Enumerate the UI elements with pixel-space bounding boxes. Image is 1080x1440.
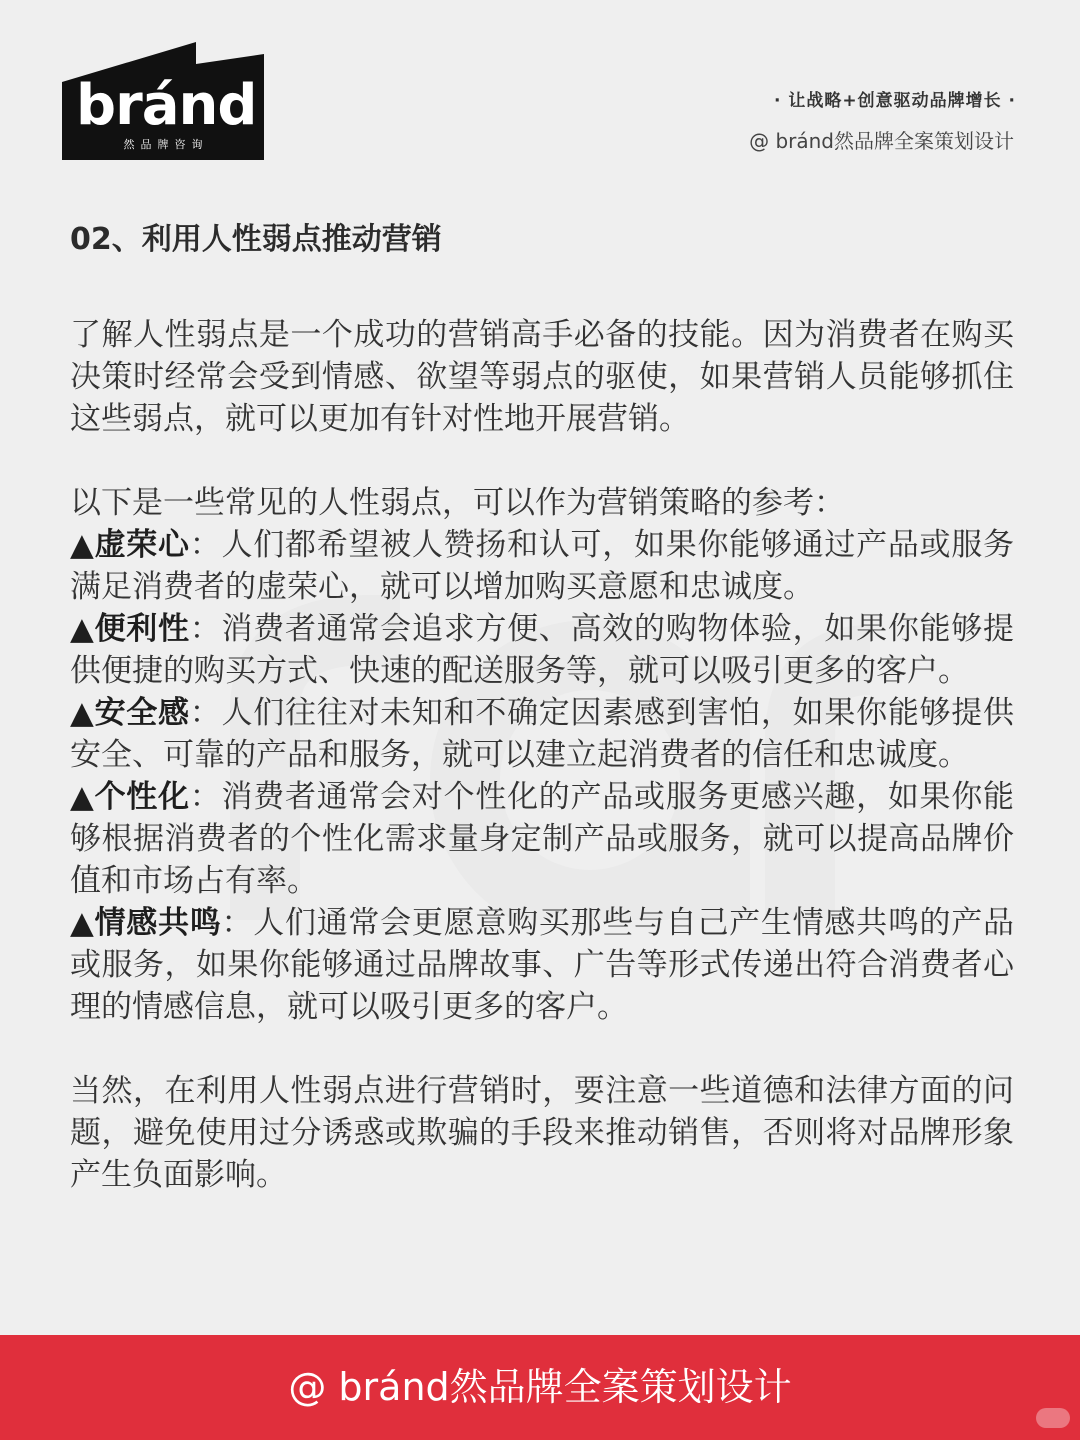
corner-badge-icon [1036,1408,1070,1428]
header-handle: @ bránd然品牌全案策划设计 [749,129,1014,153]
intro-paragraph: 了解人性弱点是一个成功的营销高手必备的技能。因为消费者在购买决策时经常会受到情感、欲望等弱点的驱使，如果营销人员能够抓住这些弱点，就可以更加有针对性地开展营销。 [70,317,1014,437]
paragraph-spacer [70,440,1014,482]
section-title: 02、利用人性弱点推动营销 [70,222,442,257]
footer-banner [0,1335,1080,1440]
triangle-icon: ▲ [70,527,95,563]
list-item-empathy [70,902,1014,1028]
brand-logo [62,42,264,160]
list-item-term: 安全感 [94,695,190,731]
list-item-term: 个性化 [94,779,190,815]
list-item-text: ：人们通常会更愿意购买那些与自己产生情感共鸣的产品或服务，如果你能够通过品牌故事、广告等形式传递出符合消费者心理的情感信息，就可以吸引更多的客户。 [70,905,1015,1025]
list-item-term: 虚荣心 [94,527,190,563]
conclusion-paragraph: 当然，在利用人性弱点进行营销时，要注意一些道德和法律方面的问题，避免使用过分诱惑或欺骗的手段来推动销售，否则将对品牌形象产生负面影响。 [70,1073,1014,1193]
article-body [70,218,1014,1196]
footer-handle: @ bránd然品牌全案策划设计 [288,1365,792,1409]
list-item-term: 便利性 [94,611,190,647]
triangle-icon: ▲ [70,695,95,731]
list-item-vanity [70,524,1014,608]
list-item-security [70,692,1014,776]
header-slogan: · 让战略+创意驱动品牌增长 · [774,91,1016,111]
paragraph-spacer [70,1028,1014,1070]
list-item-text: ：消费者通常会对个性化的产品或服务更感兴趣，如果你能够根据消费者的个性化需求量身定制产品或服务，就可以提高品牌价值和市场占有率。 [70,779,1015,899]
list-item-text: ：人们都希望被人赞扬和认可，如果你能够通过产品或服务满足消费者的虚荣心，就可以增加购买意愿和忠诚度。 [70,527,1015,605]
triangle-icon: ▲ [70,779,95,815]
list-item-text: ：人们往往对未知和不确定因素感到害怕，如果你能够提供安全、可靠的产品和服务，就可以建立起消费者的信任和忠诚度。 [70,695,1015,773]
logo-subtitle: 然品牌咨询 [123,138,209,151]
logo-wordmark: bránd [76,73,257,138]
triangle-icon: ▲ [70,611,95,647]
list-item-convenience [70,608,1014,692]
list-lead: 以下是一些常见的人性弱点，可以作为营销策略的参考： [70,485,845,521]
triangle-icon: ▲ [70,905,95,941]
list-item-personalization [70,776,1014,902]
list-item-text: ：消费者通常会追求方便、高效的购物体验，如果你能够提供便捷的购买方式、快速的配送服务等，就可以吸引更多的客户。 [70,611,1015,689]
list-item-term: 情感共鸣 [94,905,222,941]
